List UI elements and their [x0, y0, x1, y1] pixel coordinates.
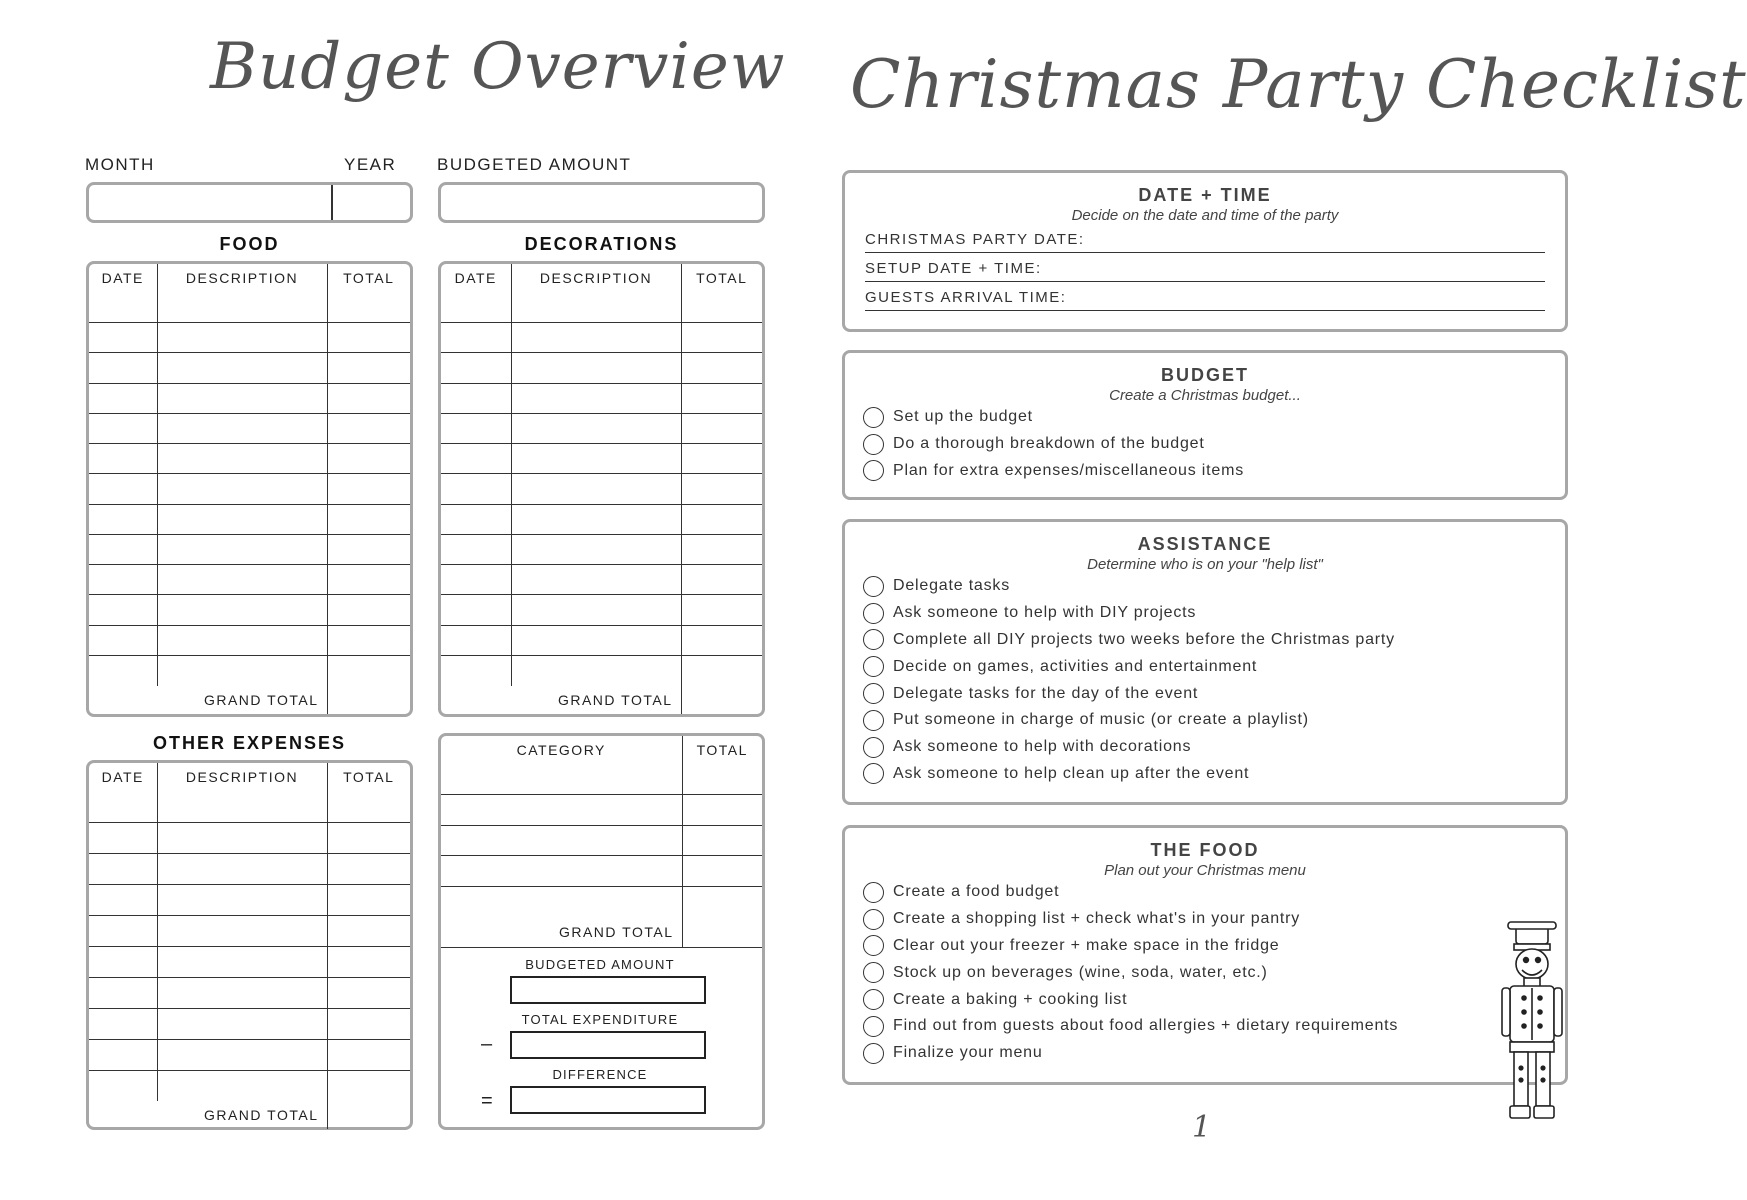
- table-row: [441, 353, 762, 383]
- checkbox-circle-icon[interactable]: [863, 710, 884, 731]
- table-cell[interactable]: [157, 292, 327, 322]
- checklist-item[interactable]: [863, 653, 1555, 680]
- table-row: [89, 1039, 410, 1070]
- decorations-col-total: TOTAL: [696, 270, 748, 287]
- other-expenses-heading: OTHER EXPENSES: [152, 733, 347, 753]
- table-cell[interactable]: [89, 292, 157, 322]
- nutcracker-icon: [1502, 918, 1562, 1128]
- table-row: [89, 534, 410, 564]
- table-cell[interactable]: [157, 565, 327, 595]
- summary-grand-total-label: GRAND TOTAL: [441, 917, 682, 948]
- table-cell[interactable]: [441, 323, 511, 353]
- checkbox-circle-icon[interactable]: [863, 882, 884, 903]
- setup-date-time-field[interactable]: SETUP DATE + TIME:: [865, 256, 1545, 282]
- table-cell[interactable]: [157, 625, 327, 655]
- checklist-item-label: Do a thorough breakdown of the budget: [893, 435, 1205, 453]
- checklist-item[interactable]: [863, 906, 1555, 933]
- table-cell[interactable]: [511, 383, 681, 413]
- table-cell[interactable]: [89, 444, 157, 474]
- table-cell[interactable]: [511, 323, 681, 353]
- table-cell[interactable]: [157, 504, 327, 534]
- table-row: [441, 565, 762, 595]
- table-row: [89, 323, 410, 353]
- table-cell[interactable]: [681, 474, 762, 504]
- food-grand-total-label: GRAND TOTAL: [89, 686, 327, 714]
- table-cell[interactable]: [89, 977, 157, 1008]
- table-cell[interactable]: [511, 474, 681, 504]
- food-ledger[interactable]: [89, 264, 410, 714]
- summary-col-total: TOTAL: [696, 742, 748, 759]
- table-cell[interactable]: [89, 413, 157, 443]
- table-cell[interactable]: [89, 323, 157, 353]
- checklist-item-label: Plan for extra expenses/miscellaneous items: [893, 461, 1244, 479]
- summary-ledger[interactable]: [441, 736, 762, 948]
- table-cell[interactable]: [511, 292, 681, 322]
- table-cell[interactable]: [157, 884, 327, 915]
- table-cell[interactable]: [441, 504, 511, 534]
- other-col-description: DESCRIPTION: [157, 763, 327, 791]
- checklist-item-label: Create a baking + cooking list: [893, 990, 1128, 1008]
- table-cell[interactable]: [511, 534, 681, 564]
- checkbox-circle-icon[interactable]: [863, 603, 884, 624]
- budgeted-amount-field[interactable]: [438, 182, 765, 223]
- table-row: [89, 292, 410, 322]
- table-cell[interactable]: [157, 444, 327, 474]
- table-cell[interactable]: [157, 323, 327, 353]
- checkbox-circle-icon[interactable]: [863, 460, 884, 481]
- table-cell[interactable]: [441, 353, 511, 383]
- food-col-description: DESCRIPTION: [157, 264, 327, 292]
- table-cell[interactable]: [682, 764, 762, 795]
- table-cell[interactable]: [511, 444, 681, 474]
- table-row: [89, 383, 410, 413]
- other-expenses-ledger[interactable]: [89, 763, 410, 1129]
- checklist-item-label: Create a food budget: [893, 883, 1060, 901]
- table-row: [89, 413, 410, 443]
- food-card-subtitle: Plan out your Christmas menu: [1104, 862, 1306, 879]
- table-cell[interactable]: [511, 625, 681, 655]
- table-cell[interactable]: [157, 1070, 327, 1101]
- table-row: [441, 292, 762, 322]
- table-cell[interactable]: [89, 884, 157, 915]
- other-grand-total-cell[interactable]: [327, 1101, 410, 1129]
- checklist-item[interactable]: [863, 734, 1555, 761]
- table-cell[interactable]: [89, 853, 157, 884]
- table-row: [441, 444, 762, 474]
- table-row: [89, 565, 410, 595]
- budget-card: [842, 350, 1568, 500]
- table-row: [441, 764, 762, 795]
- checkbox-circle-icon[interactable]: [863, 656, 884, 677]
- table-cell[interactable]: [511, 413, 681, 443]
- checkbox-circle-icon[interactable]: [863, 629, 884, 650]
- total-expenditure-field[interactable]: [510, 1031, 706, 1059]
- checkbox-circle-icon[interactable]: [863, 737, 884, 758]
- table-row: [441, 595, 762, 625]
- date-time-title: DATE + TIME: [1138, 185, 1272, 205]
- table-row: [89, 946, 410, 977]
- table-cell[interactable]: [89, 1039, 157, 1070]
- assistance-card: [842, 519, 1568, 805]
- checklist-item[interactable]: [863, 707, 1555, 734]
- summary-panel[interactable]: [438, 733, 765, 1130]
- table-row: [89, 791, 410, 822]
- checklist-item[interactable]: [863, 458, 1555, 485]
- summary-col-category: CATEGORY: [441, 736, 682, 764]
- checkbox-circle-icon[interactable]: [863, 407, 884, 428]
- checkbox-circle-icon[interactable]: [863, 962, 884, 983]
- table-row: [441, 625, 762, 655]
- christmas-party-date-field[interactable]: CHRISTMAS PARTY DATE:: [865, 227, 1545, 253]
- table-row: [441, 413, 762, 443]
- table-cell[interactable]: [441, 444, 511, 474]
- table-cell[interactable]: [157, 413, 327, 443]
- assistance-card-subtitle: Determine who is on your "help list": [1087, 556, 1323, 573]
- table-cell[interactable]: [157, 655, 327, 685]
- table-cell[interactable]: [441, 565, 511, 595]
- decorations-ledger[interactable]: [441, 264, 762, 714]
- table-row: [441, 504, 762, 534]
- difference-label: DIFFERENCE: [552, 1067, 648, 1082]
- table-row: [89, 915, 410, 946]
- table-cell[interactable]: [89, 946, 157, 977]
- checkbox-circle-icon[interactable]: [863, 434, 884, 455]
- checklist-item[interactable]: [863, 879, 1555, 906]
- checkbox-circle-icon[interactable]: [863, 935, 884, 956]
- table-row: [89, 1008, 410, 1039]
- checklist-item[interactable]: [863, 959, 1555, 986]
- table-cell[interactable]: [327, 595, 410, 625]
- table-cell[interactable]: [681, 292, 762, 322]
- checklist-item-label: Ask someone to help with decorations: [893, 738, 1192, 756]
- table-cell[interactable]: [441, 825, 682, 856]
- other-grand-total-label: GRAND TOTAL: [89, 1101, 327, 1129]
- food-checklist: [863, 879, 1555, 1067]
- table-cell[interactable]: [511, 595, 681, 625]
- table-row: [89, 474, 410, 504]
- checklist-item-label: Ask someone to help with DIY projects: [893, 604, 1197, 622]
- table-cell[interactable]: [682, 825, 762, 856]
- table-cell[interactable]: [441, 595, 511, 625]
- other-expenses-table[interactable]: [86, 760, 413, 1130]
- table-cell[interactable]: [682, 795, 762, 826]
- table-cell[interactable]: [681, 504, 762, 534]
- table-row: [89, 625, 410, 655]
- table-row: [441, 856, 762, 887]
- checklist-item[interactable]: [863, 680, 1555, 707]
- table-cell[interactable]: [327, 1008, 410, 1039]
- checklist-item-label: Put someone in charge of music (or create a playlist): [893, 711, 1309, 729]
- budget-card-subtitle: Create a Christmas budget...: [1109, 387, 1301, 404]
- table-cell[interactable]: [441, 856, 682, 887]
- table-cell[interactable]: [89, 625, 157, 655]
- month-label: MONTH: [85, 155, 155, 174]
- table-cell[interactable]: [327, 504, 410, 534]
- table-cell[interactable]: [681, 595, 762, 625]
- table-cell[interactable]: [511, 353, 681, 383]
- food-card-title: THE FOOD: [1150, 840, 1260, 860]
- checklist-item[interactable]: [863, 761, 1555, 788]
- table-cell[interactable]: [327, 1070, 410, 1101]
- table-cell[interactable]: [89, 915, 157, 946]
- table-cell[interactable]: [681, 565, 762, 595]
- table-cell[interactable]: [157, 915, 327, 946]
- date-time-subtitle: Decide on the date and time of the party: [1071, 207, 1339, 224]
- summary-grand-total-cell[interactable]: [682, 917, 762, 948]
- table-cell[interactable]: [157, 383, 327, 413]
- table-cell[interactable]: [89, 822, 157, 853]
- table-cell[interactable]: [89, 1070, 157, 1101]
- decorations-table[interactable]: [438, 261, 765, 717]
- checklist-item-label: Set up the budget: [893, 408, 1033, 426]
- table-cell[interactable]: [89, 595, 157, 625]
- table-cell[interactable]: [327, 915, 410, 946]
- table-cell[interactable]: [682, 886, 762, 917]
- table-cell[interactable]: [441, 625, 511, 655]
- table-cell[interactable]: [157, 791, 327, 822]
- checkbox-circle-icon[interactable]: [863, 909, 884, 930]
- decorations-heading: DECORATIONS: [524, 234, 679, 254]
- table-row: [441, 795, 762, 826]
- checklist-item-label: Create a shopping list + check what's in your pantry: [893, 910, 1301, 928]
- table-row: [441, 886, 762, 917]
- table-cell[interactable]: [511, 565, 681, 595]
- checklist-item-label: Delegate tasks for the day of the event: [893, 684, 1199, 702]
- table-cell[interactable]: [441, 292, 511, 322]
- assistance-card-title: ASSISTANCE: [1137, 534, 1273, 554]
- checklist-item-label: Finalize your menu: [893, 1044, 1043, 1062]
- table-cell[interactable]: [681, 534, 762, 564]
- table-cell[interactable]: [327, 413, 410, 443]
- table-cell[interactable]: [327, 853, 410, 884]
- checklist-item-label: Delegate tasks: [893, 577, 1011, 595]
- total-expenditure-label: TOTAL EXPENDITURE: [521, 1012, 679, 1027]
- table-row: [89, 822, 410, 853]
- table-cell[interactable]: [89, 534, 157, 564]
- table-row: [89, 595, 410, 625]
- table-cell[interactable]: [327, 822, 410, 853]
- table-row: [89, 444, 410, 474]
- checklist-item-label: Find out from guests about food allergies + dietary requirements: [893, 1017, 1399, 1035]
- table-row: [89, 504, 410, 534]
- table-cell[interactable]: [327, 977, 410, 1008]
- checkbox-circle-icon[interactable]: [863, 576, 884, 597]
- checklist-item[interactable]: [863, 933, 1555, 960]
- table-cell[interactable]: [327, 444, 410, 474]
- table-cell[interactable]: [327, 791, 410, 822]
- table-cell[interactable]: [511, 655, 681, 685]
- table-cell[interactable]: [511, 504, 681, 534]
- checklist-item[interactable]: [863, 431, 1555, 458]
- table-cell[interactable]: [441, 886, 682, 917]
- table-cell[interactable]: [681, 383, 762, 413]
- table-cell[interactable]: [157, 1008, 327, 1039]
- checklist-item-label: Complete all DIY projects two weeks before the Christmas party: [893, 630, 1395, 648]
- food-col-total: TOTAL: [343, 270, 395, 287]
- table-cell[interactable]: [682, 856, 762, 887]
- checklist-item[interactable]: [863, 404, 1555, 431]
- table-row: [89, 977, 410, 1008]
- table-cell[interactable]: [681, 444, 762, 474]
- assistance-checklist: [863, 573, 1555, 787]
- table-cell[interactable]: [157, 946, 327, 977]
- table-row: [441, 323, 762, 353]
- minus-sign: –: [481, 1033, 493, 1055]
- table-cell[interactable]: [89, 504, 157, 534]
- food-grand-total-cell[interactable]: [327, 686, 410, 714]
- table-cell[interactable]: [89, 474, 157, 504]
- food-heading: FOOD: [219, 234, 280, 254]
- table-cell[interactable]: [89, 353, 157, 383]
- table-cell[interactable]: [441, 474, 511, 504]
- table-cell[interactable]: [681, 323, 762, 353]
- table-row: [89, 1070, 410, 1101]
- table-cell[interactable]: [327, 1039, 410, 1070]
- year-label: YEAR: [344, 155, 397, 174]
- decorations-col-date: DATE: [441, 264, 511, 292]
- table-cell[interactable]: [681, 625, 762, 655]
- checklist-item[interactable]: [863, 600, 1555, 627]
- table-row: [441, 383, 762, 413]
- table-cell[interactable]: [327, 353, 410, 383]
- budgeted-amount-label: BUDGETED AMOUNT: [437, 155, 632, 174]
- table-row: [441, 655, 762, 685]
- month-year-divider: [331, 185, 333, 220]
- budget-card-title: BUDGET: [1161, 365, 1249, 385]
- table-cell[interactable]: [89, 1008, 157, 1039]
- table-cell[interactable]: [681, 413, 762, 443]
- date-time-card: [842, 170, 1568, 332]
- checkbox-circle-icon[interactable]: [863, 1016, 884, 1037]
- table-cell[interactable]: [327, 323, 410, 353]
- checklist-item-label: Ask someone to help clean up after the event: [893, 764, 1250, 782]
- table-cell[interactable]: [157, 595, 327, 625]
- equals-sign: =: [481, 1090, 493, 1112]
- table-cell[interactable]: [441, 795, 682, 826]
- table-cell[interactable]: [157, 1039, 327, 1070]
- food-table[interactable]: [86, 261, 413, 717]
- checkbox-circle-icon[interactable]: [863, 1043, 884, 1064]
- checklist-item-label: Decide on games, activities and entertainment: [893, 657, 1258, 675]
- table-cell[interactable]: [441, 383, 511, 413]
- checklist-item-label: Stock up on beverages (wine, soda, water, etc.): [893, 963, 1268, 981]
- budget-checklist: [863, 404, 1555, 484]
- table-cell[interactable]: [327, 383, 410, 413]
- checklist-item[interactable]: [863, 1040, 1555, 1067]
- table-cell[interactable]: [441, 655, 511, 685]
- month-year-field[interactable]: [86, 182, 413, 223]
- table-row: [89, 853, 410, 884]
- other-col-total: TOTAL: [343, 769, 395, 785]
- table-cell[interactable]: [327, 655, 410, 685]
- table-cell[interactable]: [327, 884, 410, 915]
- checklist-item-label: Clear out your freezer + make space in the fridge: [893, 936, 1280, 954]
- decorations-grand-total-label: GRAND TOTAL: [441, 686, 681, 714]
- table-cell[interactable]: [89, 791, 157, 822]
- checklist-item[interactable]: [863, 627, 1555, 654]
- guests-arrival-time-field[interactable]: GUESTS ARRIVAL TIME:: [865, 285, 1545, 311]
- table-cell[interactable]: [89, 565, 157, 595]
- table-cell[interactable]: [327, 946, 410, 977]
- table-cell[interactable]: [681, 353, 762, 383]
- table-cell[interactable]: [327, 625, 410, 655]
- table-cell[interactable]: [157, 353, 327, 383]
- table-cell[interactable]: [157, 853, 327, 884]
- table-cell[interactable]: [157, 977, 327, 1008]
- difference-field[interactable]: [510, 1086, 706, 1114]
- table-row: [89, 655, 410, 685]
- table-row: [89, 353, 410, 383]
- table-cell[interactable]: [157, 474, 327, 504]
- food-card: [842, 825, 1568, 1085]
- budget-overview-title: Budget Overview: [210, 30, 786, 104]
- decorations-grand-total-cell[interactable]: [681, 686, 762, 714]
- table-cell[interactable]: [327, 292, 410, 322]
- checkbox-circle-icon[interactable]: [863, 763, 884, 784]
- table-cell[interactable]: [157, 534, 327, 564]
- table-cell[interactable]: [441, 534, 511, 564]
- checklist-title: Christmas Party Checklist: [850, 46, 1747, 123]
- page-number: 1: [1192, 1110, 1212, 1145]
- food-col-date: DATE: [89, 264, 157, 292]
- summary-budgeted-amount-field[interactable]: [510, 976, 706, 1004]
- summary-budgeted-amount-label: BUDGETED AMOUNT: [525, 957, 675, 972]
- checklist-item[interactable]: [863, 573, 1555, 600]
- table-cell[interactable]: [327, 474, 410, 504]
- table-row: [89, 884, 410, 915]
- table-cell[interactable]: [157, 822, 327, 853]
- table-cell[interactable]: [681, 655, 762, 685]
- decorations-col-description: DESCRIPTION: [511, 264, 681, 292]
- table-cell[interactable]: [441, 413, 511, 443]
- table-row: [441, 534, 762, 564]
- table-row: [441, 474, 762, 504]
- other-col-date: DATE: [89, 763, 157, 791]
- checklist-item[interactable]: [863, 1013, 1555, 1040]
- checkbox-circle-icon[interactable]: [863, 989, 884, 1010]
- table-cell[interactable]: [89, 383, 157, 413]
- table-row: [441, 825, 762, 856]
- table-cell[interactable]: [441, 764, 682, 795]
- checklist-item[interactable]: [863, 986, 1555, 1013]
- table-cell[interactable]: [89, 655, 157, 685]
- table-cell[interactable]: [327, 565, 410, 595]
- checkbox-circle-icon[interactable]: [863, 683, 884, 704]
- table-cell[interactable]: [327, 534, 410, 564]
